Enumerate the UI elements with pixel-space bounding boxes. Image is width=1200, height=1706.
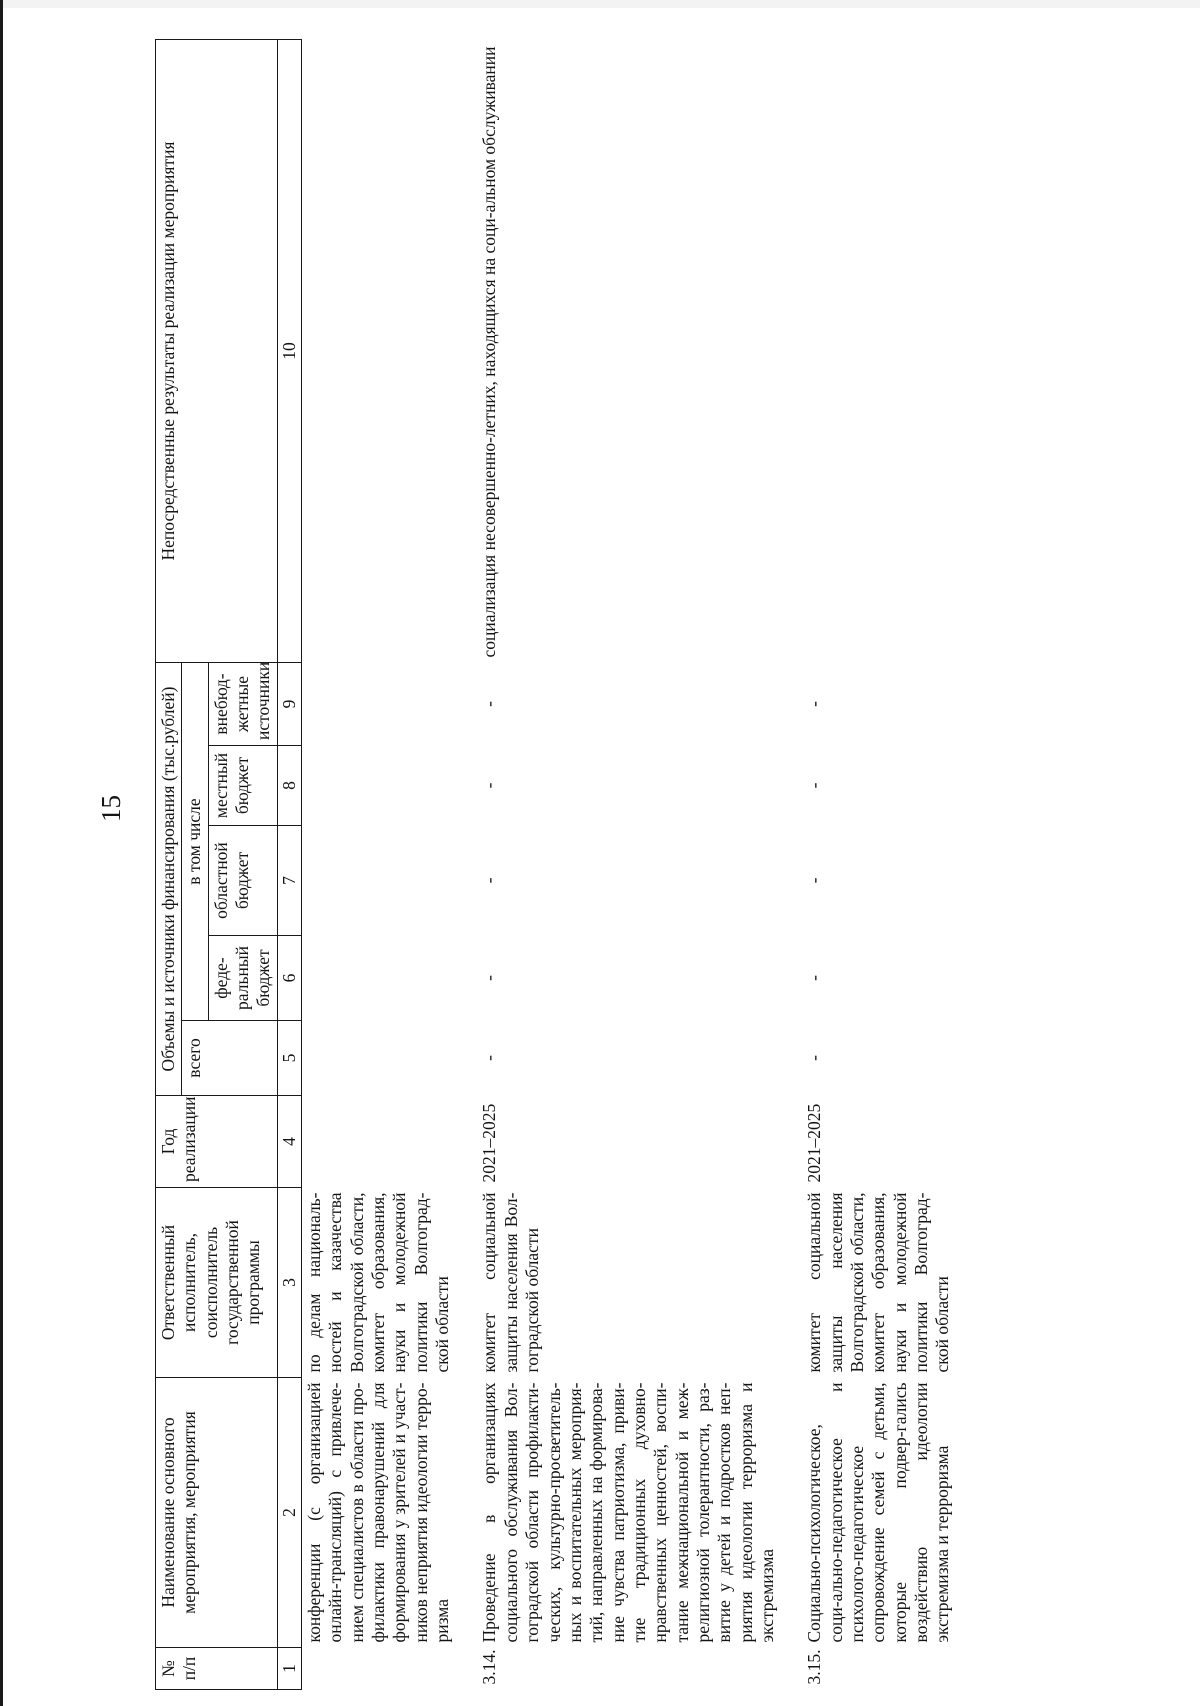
row-regional: - (804, 877, 825, 884)
row-num (302, 1648, 456, 1690)
row-federal: - (804, 975, 825, 981)
row-year: 2021–2025 (479, 1103, 500, 1183)
row-extra (302, 663, 456, 746)
row-federal: - (479, 975, 500, 981)
row-local: - (804, 782, 825, 789)
row-executor: комитет социальной защиты населения Волгоградской области, комитет образования, науки и молодежной политики Волгоград-ской области (804, 1192, 953, 1373)
row-num: 3.15. (804, 1649, 825, 1685)
header-regional: областной бюджет (208, 826, 277, 936)
table-row (302, 40, 456, 1690)
column-number: 2 (277, 1378, 301, 1648)
scan-top-edge (0, 0, 1200, 8)
row-local: - (479, 782, 500, 789)
header-funding-group: Объемы и источники финансирования (тыс.рублей) (156, 663, 182, 1096)
row-executor: комитет социальной защиты населения Вол-гоградской области (479, 1192, 543, 1373)
program-table (155, 39, 956, 1690)
header-name: Наименование основного мероприятия, мероприятия (156, 1378, 278, 1648)
table-row (477, 40, 780, 1690)
column-number: 6 (277, 936, 301, 1021)
row-year: 2021–2025 (804, 1103, 825, 1183)
header-local: местный бюджет (208, 746, 277, 826)
row-name: Проведение в организациях социального обслуживания Вол-гоградской области профилакти-ческих, культурно-просветитель-ных и воспитательных мероприя-тий, направленных на формирова-ние чувства патриотизма, приви-тие традиционных духовно-нравственных ценностей, воспи-тание межнациональной и меж-религиозной толерантности, раз-витие у детей и подростков неп-риятия идеологии терроризма и экстремизма (479, 1382, 777, 1643)
column-number: 8 (277, 746, 301, 826)
header-result: Непосредственные результаты реализации мероприятия (156, 40, 278, 663)
header-total: всего (182, 1021, 277, 1096)
row-total (302, 1021, 456, 1096)
rotated-sheet (155, 40, 1175, 1690)
table-row (802, 40, 955, 1690)
row-local (302, 746, 456, 826)
header-federal: феде-ральный бюджет (208, 936, 277, 1021)
row-regional: - (479, 877, 500, 884)
column-number: 7 (277, 826, 301, 936)
row-num: 3.14. (479, 1649, 500, 1685)
page-number: 15 (96, 795, 126, 822)
header-year: Год реализации (156, 1096, 278, 1188)
scan-left-edge (0, 0, 3, 1706)
row-result (802, 40, 955, 663)
column-number: 4 (277, 1096, 301, 1188)
column-number: 10 (277, 40, 301, 663)
row-extra: - (479, 701, 500, 707)
row-result: социализация несовершенно-летних, находящихся на соци-альном обслуживании (479, 46, 500, 658)
row-federal (302, 936, 456, 1021)
header-extra: внебюд-жетные источники (208, 663, 277, 746)
column-number: 9 (277, 663, 301, 746)
row-executor: по делам националь-ностей и казачества Волгоградской области, комитет образования, науки и молодежной политики Волгоград-ской области (304, 1192, 453, 1373)
row-total: - (804, 1055, 825, 1061)
row-regional (302, 826, 456, 936)
column-number: 5 (277, 1021, 301, 1096)
header-executor: Ответственный исполнитель, соисполнитель государственной программы (156, 1188, 278, 1378)
row-name: Социально-психологическое, соци-ально-педагогическое и психолого-педагогическое сопровождение семей с детьми, которые подвер-гались воздействию идеологии экстремизма и терроризма (804, 1382, 953, 1643)
row-total: - (479, 1055, 500, 1061)
header-including-group: в том числе (182, 663, 208, 1021)
header-num: № п/п (156, 1648, 278, 1690)
row-result (302, 40, 456, 663)
column-number: 3 (277, 1188, 301, 1378)
column-number: 1 (277, 1648, 301, 1690)
row-extra: - (804, 701, 825, 707)
row-year (302, 1096, 456, 1188)
row-name: конференции (с организацией онлайн-трансляций) с привлече-нием специалистов в области про-филактики правонарушений для формирования у зрителей и участ-ников неприятия идеологии терро-ризма (304, 1382, 453, 1643)
